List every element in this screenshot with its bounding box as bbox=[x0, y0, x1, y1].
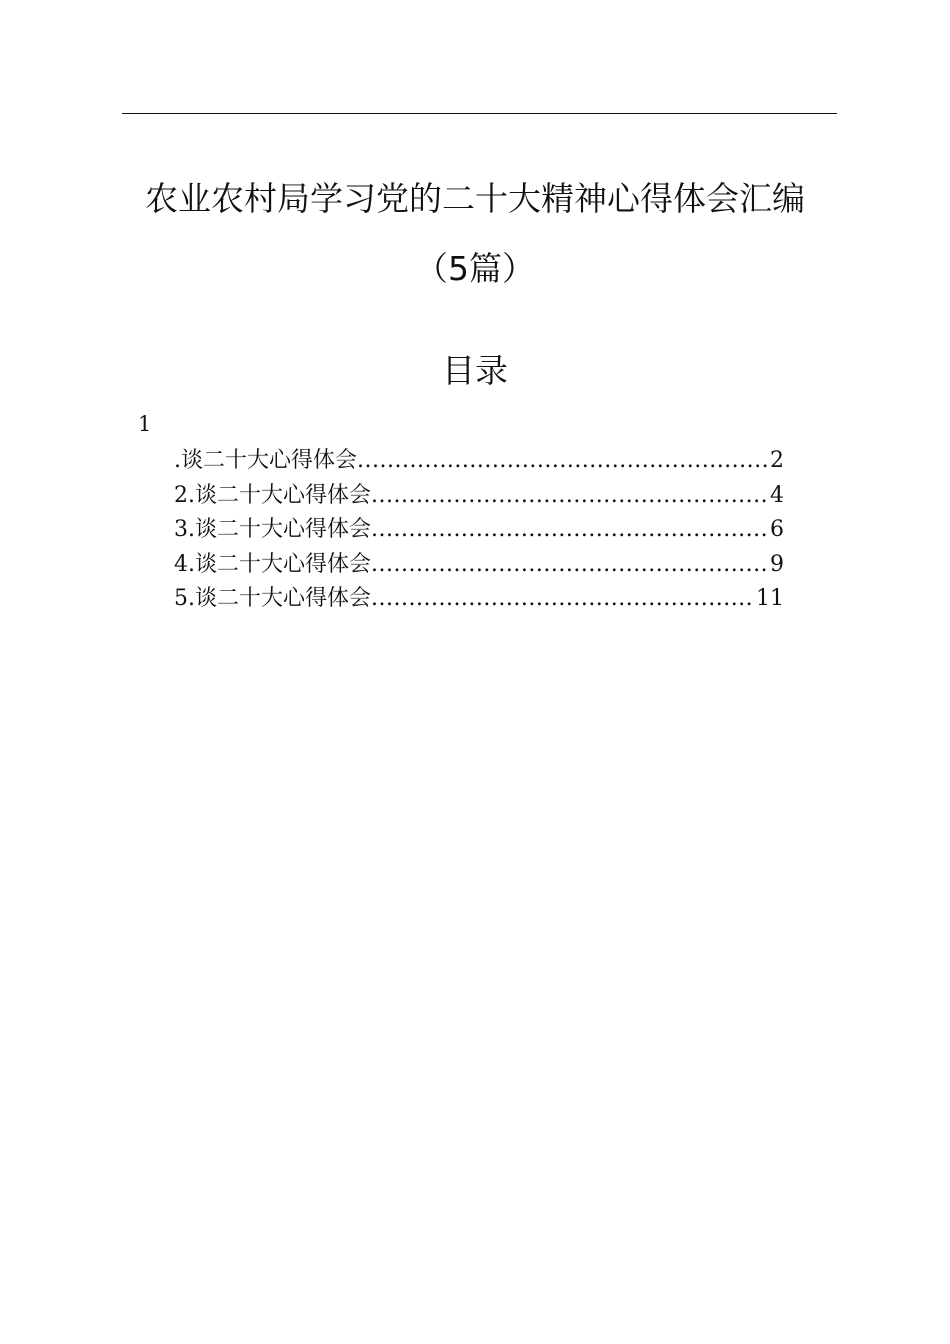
toc-entry-number: . bbox=[174, 448, 181, 473]
toc-entry[interactable] bbox=[174, 548, 784, 583]
toc-entry[interactable] bbox=[174, 479, 784, 514]
toc-entry-label: 谈二十大心得体会 bbox=[195, 551, 372, 577]
toc-entry-number: 2. bbox=[174, 482, 195, 508]
toc-leader-dots bbox=[371, 548, 768, 582]
toc-entry[interactable] bbox=[174, 444, 784, 479]
toc-entry-label: 谈二十大心得体会 bbox=[195, 517, 372, 542]
document-title: 农业农村局学习党的二十大精神心得体会汇编 bbox=[145, 179, 805, 218]
toc-leader-dots bbox=[371, 582, 754, 616]
toc-entry-label: 谈二十大心得体会 bbox=[195, 586, 372, 611]
toc-heading: 目录 bbox=[442, 351, 508, 390]
toc-entry[interactable] bbox=[174, 513, 784, 548]
header-rule bbox=[122, 113, 837, 114]
toc-entry-number: 4. bbox=[174, 551, 195, 577]
toc-entry-page: 4 bbox=[770, 482, 784, 508]
toc-entry-page: 11 bbox=[756, 586, 784, 611]
toc-entry-page: 9 bbox=[770, 551, 784, 577]
toc-entry[interactable] bbox=[174, 582, 784, 617]
toc-list-number: 1 bbox=[138, 412, 152, 436]
toc-entry-label: 谈二十大心得体会 bbox=[195, 482, 372, 508]
toc-leader-dots bbox=[357, 444, 768, 478]
table-of-contents bbox=[174, 444, 784, 617]
document-subtitle: （5篇） bbox=[415, 249, 535, 288]
toc-leader-dots bbox=[371, 513, 768, 547]
toc-entry-page: 6 bbox=[770, 517, 784, 542]
toc-entry-page: 2 bbox=[770, 448, 784, 473]
toc-leader-dots bbox=[371, 479, 768, 513]
toc-entry-number: 3. bbox=[174, 517, 195, 542]
toc-entry-number: 5. bbox=[174, 586, 195, 611]
toc-entry-label: 谈二十大心得体会 bbox=[181, 448, 358, 473]
